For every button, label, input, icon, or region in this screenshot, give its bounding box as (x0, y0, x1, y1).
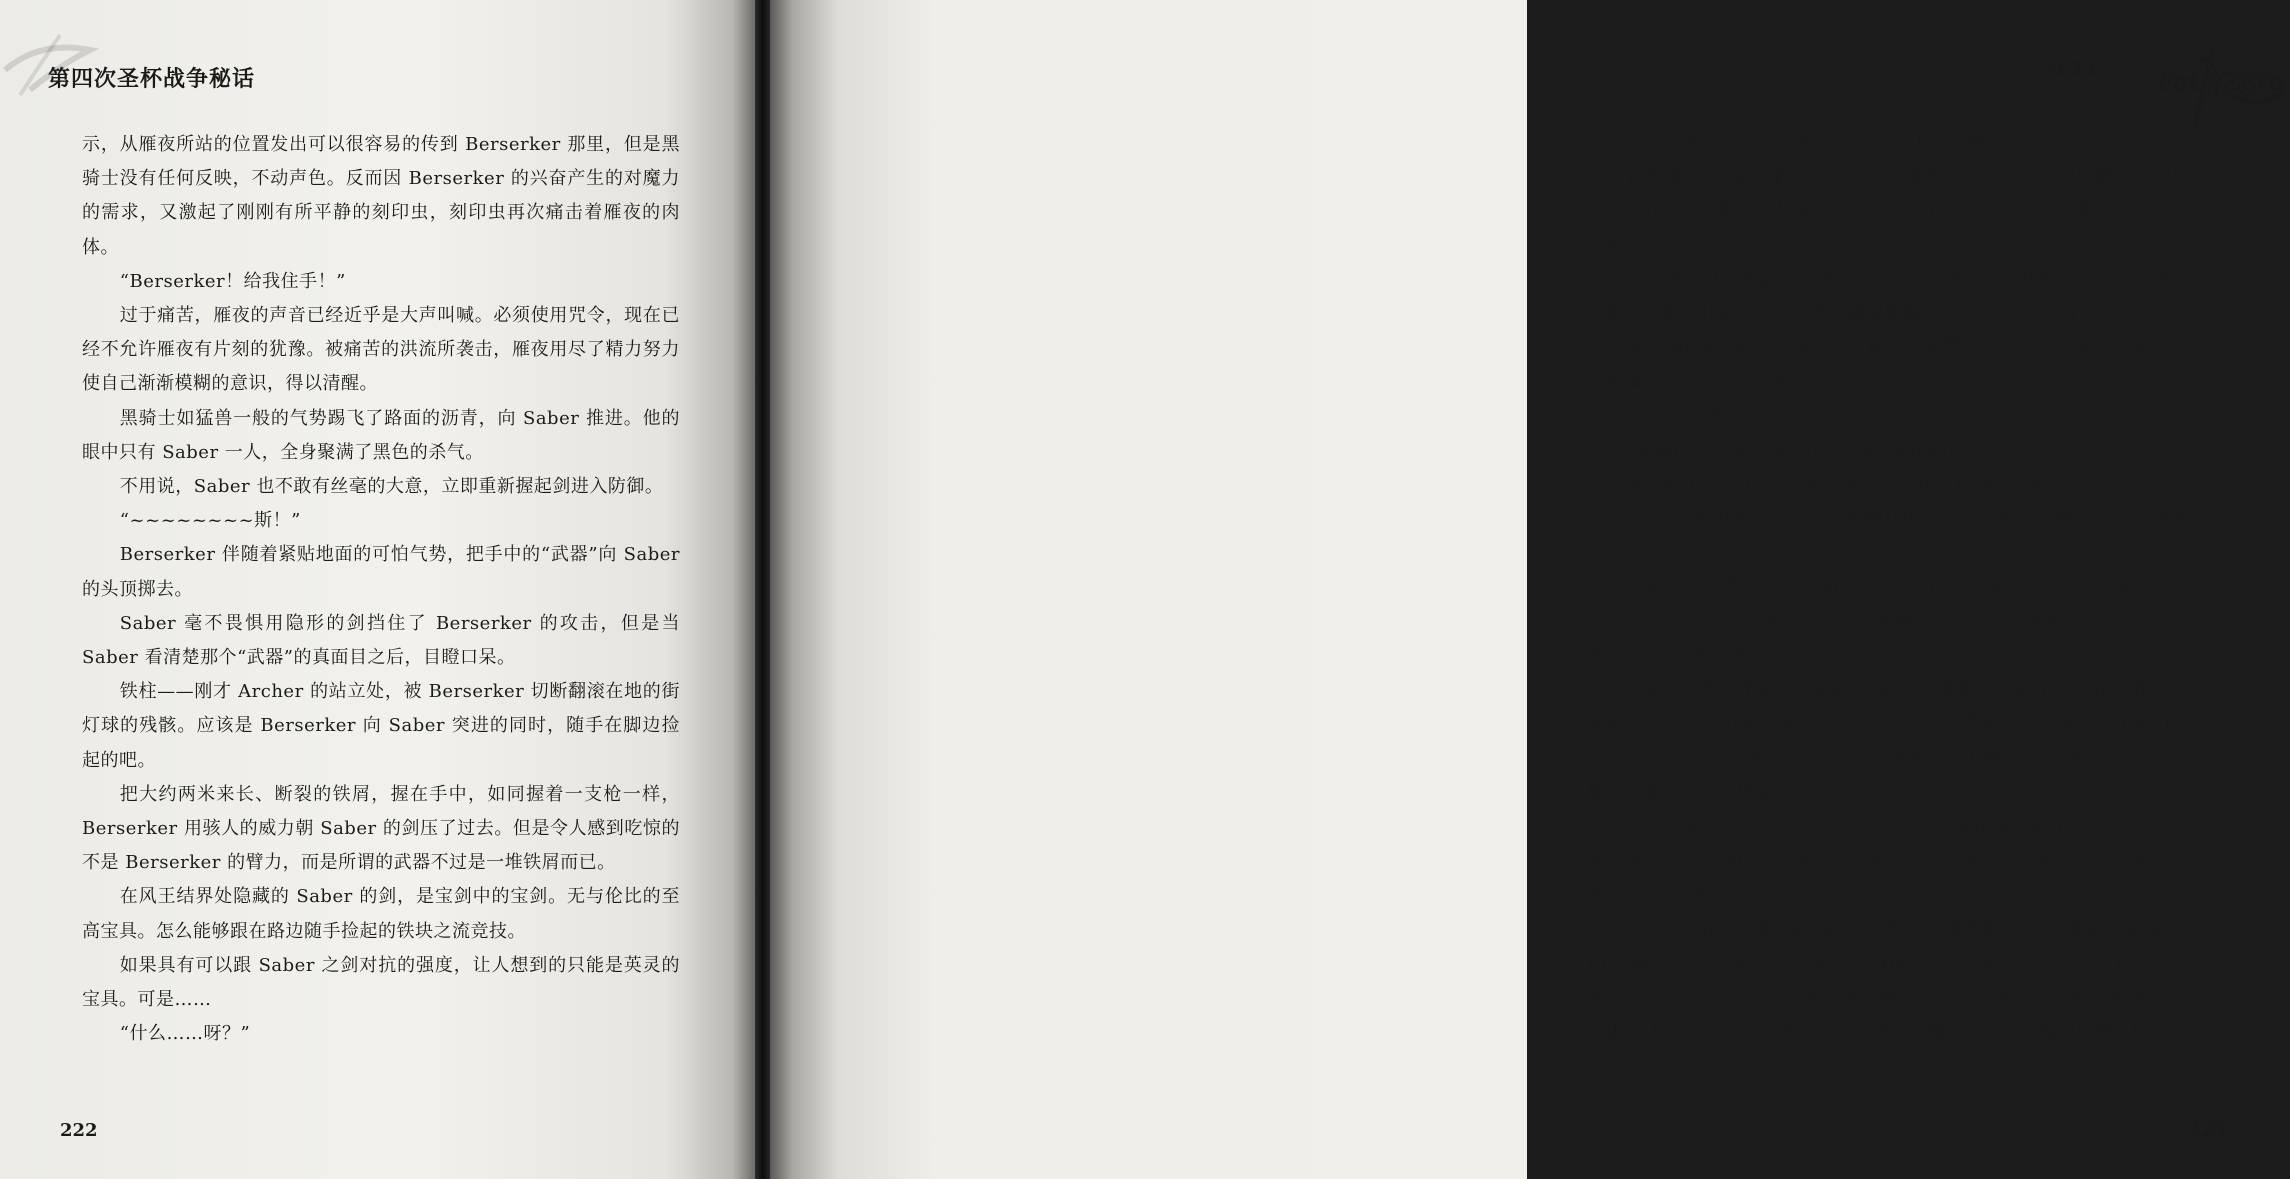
paragraph: Berserker 伴随着紧贴地面的可怕气势，把手中的“武器”向 Saber 的头顶掷去。 (82, 544, 680, 600)
paragraph: 这是令人惊叹的能力。Berserker 一股脑地夺取了 Archer 投放的无数宝具，并自由地驾驭这些宝具。那令人惊愕的技艺，现在终于明白是怎么一回事了。在 Berserker 抓住那些宝具的瞬间，Archer 宝具的支配权也就让渡给了黑骑士。 (1588, 679, 2190, 803)
paragraph: 不用说，Saber 也不敢有丝毫的大意，立即重新握起剑进入防御。 (119, 476, 664, 498)
page-number-right: 223 (2188, 1120, 2226, 1141)
paragraph: Rider 低声赞叹道。英灵的宝具，不仅仅呈现为有形的固定器具。有时会根据 Servant 所具有的“特殊能力”变成各式各样的宝具。这个 Berserker 就是如此。 (1588, 576, 2190, 667)
right-page (770, 0, 2285, 1179)
paragraph: 二击、三击——Berserker 用漂亮的“掷枪绝技”一再紧逼 Saber。而 Saber 只是一味的防守而已。Saber 扶着剑柄的左手没有任何力气。此时 Lancer 的宝具“必灭的黄蔷薇”造成的伤势再次隐隐作痛起来。Saber 仅靠一只右手挥舞着手中的剑，在魔力的支撑下勉强应战，但 (1588, 918, 2190, 1043)
paragraph: Saber 毫不畏惧用隐形的剑挡住了 Berserker 的攻击，但是当 Saber 看清楚那个“武器”的真面目之后，目瞪口呆。 (82, 612, 680, 669)
paragraph: 观战的 Lancer 和 Rider 也终于得出了相同的结论。 (1625, 474, 2066, 496)
paragraph: 黑色条纹出现的起点是 Berserker 的两只手。从被黑色的手部盔甲所握过的地方开始，黑色的条纹就像蜘蛛结网一样扩张到铁柱全体。 (1588, 268, 2190, 325)
paragraph: “~~~~~~~~斯！” (119, 510, 301, 532)
paragraph: “Berserker！给我住手！” (119, 270, 346, 292)
paragraph: “什么……呀？” (119, 1023, 251, 1045)
right-body-text (1588, 126, 2190, 1049)
paragraph: 如果具有可以跟 Saber 之剑对抗的强度，让人想到的只能是英灵的宝具。可是…… (82, 954, 680, 1011)
running-head-act: ACT4 (2045, 60, 2097, 80)
paragraph: 那是 Berserker 的魔力——被杀意和憎恨所浸透，黑骑士的魔力。这种魔力以手为媒介浸透了整个铁柱。 (1588, 337, 2190, 393)
paragraph: 把大约两米来长、断裂的铁屑，握在手中，如同握着一支枪一样，Berserker 用骇人的威力朝 Saber 的剑压了过去。但是令人感到吃惊的不是 Berserker 的臂力，而是所谓的武器不过是一堆铁屑而已。 (82, 783, 680, 874)
paragraph: 过于痛苦，雁夜的声音已经近乎是大声叫喊。必须使用咒令，现在已经不允许雁夜有片刻的犹豫。被痛苦的洪流所袭击，雁夜用尽了精力努力使自己渐渐模糊的意识，得以清醒。 (82, 305, 680, 395)
paragraph: “……原来如此。那个黑家伙握住的东西，无论是何物，都会变成他的宝具。” (1588, 508, 2190, 564)
paragraph: “莫非……你是？” (1625, 405, 1775, 427)
book-gutter (755, 0, 770, 1179)
paragraph: 铁柱——刚才 Archer 的站立处，被 Berserker 切断翻滚在地的街灯球的残骸。应该是 Berserker 向 Saber 突进的同时，随手在脚边捡起的吧。 (82, 681, 680, 771)
left-page (0, 0, 755, 1179)
page-number-left: 222 (60, 1120, 98, 1141)
left-body-text (82, 128, 680, 1051)
paragraph: Saber 咬牙切齿强忍怒火，又觉得十分可疑。 (1625, 132, 2003, 153)
paragraph: 示，从雁夜所站的位置发出可以很容易的传到 Berserker 那里，但是黑骑士没有任何反映，不动声色。反而因 Berserker 的兴奋产生的对魔力的需求，又激起了刚刚有所平静的刻印虫，刻印虫再次痛击着雁夜的肉体。 (82, 134, 680, 258)
paragraph: 曾被 Berserker 握过的铁柱已经被染成了黑色。呈树叶脉络状的黑色条纹在铁柱上缠了一层又一层，如今还在不停地在铁柱上扩散，侵食着铁柱。 (1588, 166, 2190, 256)
paragraph: Saber 在惊鄂的同时明白了 Berserker 宝具的真正面目。 (1625, 439, 2111, 461)
paragraph: 不仅如此，连平淡无奇的铁屑一旦到了 Berserker 的手中，也具有和其他宝具相抗衡的强大魔力。与刚才的黄金骑士拥有的众多宝具不同，Berserker 拥有的是无穷无尽的宝具。 (1588, 816, 2190, 906)
logo-wordmark: Fate/Zero (2157, 67, 2285, 96)
running-head-book-title: 第四次圣杯战争秘话 (48, 66, 256, 92)
fate-zero-logo-icon (2155, 38, 2290, 128)
paragraph: 黑骑士如猛兽一般的气势踢飞了路面的沥青，向 Saber 推进。他的眼中只有 Saber 一人，全身聚满了黑色的杀气。 (82, 407, 680, 463)
paragraph: 在风王结界处隐藏的 Saber 的剑，是宝剑中的宝剑。无与伦比的至高宝具。怎么能够跟在路边随手捡起的铁块之流竞技。 (82, 886, 680, 942)
